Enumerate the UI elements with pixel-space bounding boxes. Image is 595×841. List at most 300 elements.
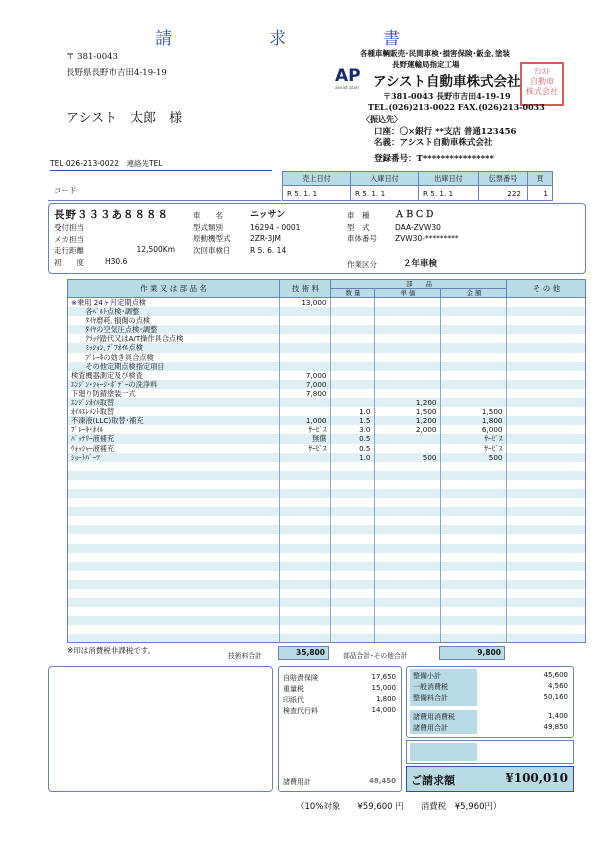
registration-number: 登録番号：T**************** bbox=[374, 154, 494, 164]
chassis-number: ZVW30-********* bbox=[395, 234, 459, 243]
company-stamp: ｱｼｽﾄ 自動車 株式会社 bbox=[520, 62, 564, 106]
item-other bbox=[506, 598, 585, 607]
item-amount bbox=[440, 607, 506, 616]
grand-total-box bbox=[406, 766, 574, 792]
item-tech bbox=[279, 553, 330, 562]
date-table bbox=[282, 171, 553, 201]
item-name bbox=[68, 489, 279, 498]
item-other bbox=[506, 362, 585, 371]
item-amount bbox=[440, 362, 506, 371]
logo-mark: AP bbox=[335, 66, 361, 86]
item-unit: 500 bbox=[374, 453, 440, 462]
first-reg-value: H30.6 bbox=[105, 256, 128, 266]
item-other bbox=[506, 416, 585, 425]
item-unit bbox=[374, 380, 440, 389]
header-out-date: 出庫日付 bbox=[419, 172, 479, 186]
item-tech bbox=[279, 580, 330, 589]
summary-value: 4,560 bbox=[547, 682, 568, 690]
item-name bbox=[68, 516, 279, 525]
item-other bbox=[506, 307, 585, 316]
item-other bbox=[506, 525, 585, 534]
item-other bbox=[506, 407, 585, 416]
item-tech: 7,800 bbox=[279, 389, 330, 398]
item-amount: 500 bbox=[440, 453, 506, 462]
summary-blank bbox=[406, 740, 574, 764]
item-other bbox=[506, 553, 585, 562]
item-amount bbox=[440, 462, 506, 471]
item-qty bbox=[330, 562, 374, 571]
item-unit bbox=[374, 534, 440, 543]
item-amount bbox=[440, 516, 506, 525]
item-amount bbox=[440, 471, 506, 480]
item-unit bbox=[374, 480, 440, 489]
item-qty bbox=[330, 544, 374, 553]
table-row bbox=[68, 398, 585, 407]
item-unit bbox=[374, 325, 440, 334]
mileage-value: 12,500Km bbox=[136, 245, 175, 254]
item-name: ｸﾗｯﾁ踏代又はA/T操作具合点検 bbox=[71, 334, 184, 344]
item-qty bbox=[330, 325, 374, 334]
item-name bbox=[68, 616, 279, 625]
item-name bbox=[68, 462, 279, 471]
item-amount bbox=[440, 334, 506, 343]
item-qty bbox=[330, 489, 374, 498]
car-name: ニッサン bbox=[250, 210, 286, 220]
item-qty: 1.5 bbox=[330, 416, 374, 425]
item-name bbox=[68, 480, 279, 489]
item-qty: 1.0 bbox=[330, 407, 374, 416]
item-unit: 1,200 bbox=[374, 416, 440, 425]
next-inspection: R 5. 6. 14 bbox=[250, 245, 287, 255]
item-name: ｼｮｰﾄﾊﾟｰﾂ bbox=[68, 453, 279, 462]
item-tech bbox=[279, 407, 330, 416]
item-other bbox=[506, 544, 585, 553]
header-page: 頁 bbox=[528, 172, 553, 186]
model-label: 型 式 bbox=[347, 222, 370, 232]
item-qty bbox=[330, 553, 374, 562]
item-amount bbox=[440, 498, 506, 507]
header-qty: 数 量 bbox=[330, 288, 375, 298]
item-name: 検査機器測定及び検査 bbox=[71, 370, 143, 380]
item-qty bbox=[330, 507, 374, 516]
item-tech bbox=[279, 544, 330, 553]
item-other bbox=[506, 480, 585, 489]
header-amount: 金 額 bbox=[440, 288, 507, 298]
fees-box bbox=[278, 666, 402, 792]
bank-name: 名義：アシスト自動車株式会社 bbox=[374, 138, 493, 148]
blank-shade bbox=[410, 743, 477, 761]
item-tech bbox=[279, 316, 330, 325]
item-amount bbox=[440, 489, 506, 498]
item-qty bbox=[330, 343, 374, 352]
header-slip-no: 伝票番号 bbox=[479, 172, 528, 186]
company-telfax: TEL.(026)213-0022 FAX.(026)213-0033 bbox=[368, 102, 545, 112]
table-row bbox=[68, 616, 585, 625]
item-other bbox=[506, 353, 585, 362]
item-name bbox=[68, 534, 279, 543]
item-amount: ｻｰﾋﾞｽ bbox=[440, 444, 506, 453]
vehicle-right-labels bbox=[347, 210, 377, 245]
item-qty bbox=[330, 534, 374, 543]
item-tech bbox=[279, 471, 330, 480]
item-other bbox=[506, 580, 585, 589]
item-name: ﾀｲﾔの空気圧点検･調整 bbox=[68, 325, 279, 334]
type-class-label: 型式類別 bbox=[193, 222, 223, 232]
header-work: 作 業 又 は 部 品 名 bbox=[140, 284, 207, 293]
code-label: コード bbox=[54, 186, 77, 195]
item-tech bbox=[279, 634, 330, 643]
item-other bbox=[506, 444, 585, 453]
item-tech: 7,000 bbox=[279, 380, 330, 389]
summary-label: 整備料合計 bbox=[413, 694, 448, 702]
fee-label: 自賠責保険 bbox=[283, 674, 318, 682]
notes-box bbox=[48, 666, 273, 792]
item-amount bbox=[440, 480, 506, 489]
item-other bbox=[506, 489, 585, 498]
plate-number: 長野３３３あ８８８８ bbox=[54, 209, 169, 221]
item-unit bbox=[374, 571, 440, 580]
item-unit bbox=[374, 634, 440, 643]
bank-label: 〈振込先〉 bbox=[362, 114, 402, 124]
item-name: ﾌﾞﾚｰｷの効き具合点検 bbox=[71, 352, 154, 362]
item-qty bbox=[330, 498, 374, 507]
car-kind: ＡＢＣＤ bbox=[395, 210, 436, 220]
customer-tel: TEL 026-213-0022 連絡先TEL bbox=[50, 159, 163, 168]
item-amount bbox=[440, 398, 506, 407]
table-row bbox=[68, 316, 585, 325]
item-tech bbox=[279, 625, 330, 634]
table-row bbox=[68, 607, 585, 616]
company-name: アシスト自動車株式会社 bbox=[373, 74, 521, 90]
item-name bbox=[68, 634, 279, 643]
table-row bbox=[68, 562, 585, 571]
summary-value: 50,160 bbox=[543, 693, 568, 701]
item-tech bbox=[279, 534, 330, 543]
item-tech bbox=[279, 453, 330, 462]
item-amount bbox=[440, 589, 506, 598]
item-unit bbox=[374, 525, 440, 534]
item-unit bbox=[374, 625, 440, 634]
fee-value: 1,800 bbox=[375, 695, 396, 703]
next-inspection-label: 次回車検日 bbox=[193, 245, 231, 255]
item-amount bbox=[440, 625, 506, 634]
item-qty bbox=[330, 480, 374, 489]
table-row bbox=[68, 625, 585, 634]
item-amount bbox=[440, 325, 506, 334]
first-reg-label: 初 度 bbox=[54, 257, 84, 267]
fee-label: 検査代行料 bbox=[283, 707, 318, 715]
sales-date: R 5. 1. 1 bbox=[283, 186, 351, 201]
code-box bbox=[48, 171, 281, 201]
item-unit bbox=[374, 553, 440, 562]
item-unit: 2,000 bbox=[374, 425, 440, 434]
item-amount bbox=[440, 616, 506, 625]
table-row bbox=[68, 462, 585, 471]
item-other bbox=[506, 498, 585, 507]
item-name: ｴﾝｼﾞﾝ･ｼｬｰｼ･ﾎﾞﾃﾞｰの洗浄料 bbox=[68, 380, 279, 389]
summary-label: 諸費用合計 bbox=[413, 724, 448, 732]
item-tech bbox=[279, 607, 330, 616]
item-unit bbox=[374, 598, 440, 607]
item-other bbox=[506, 389, 585, 398]
table-row bbox=[68, 498, 585, 507]
item-qty bbox=[330, 589, 374, 598]
chassis-label: 車体番号 bbox=[347, 234, 377, 243]
item-amount: 6,000 bbox=[440, 425, 506, 434]
item-other bbox=[506, 334, 585, 343]
engine-type-label: 原動機型式 bbox=[193, 234, 231, 243]
item-tech bbox=[279, 398, 330, 407]
table-row bbox=[68, 416, 585, 425]
item-tech bbox=[279, 516, 330, 525]
item-qty bbox=[330, 398, 374, 407]
item-other bbox=[506, 616, 585, 625]
item-qty bbox=[330, 307, 374, 316]
item-other bbox=[506, 634, 585, 643]
item-qty bbox=[330, 634, 374, 643]
table-row bbox=[68, 507, 585, 516]
item-tech bbox=[279, 589, 330, 598]
company-address: 〒381-0043 長野市吉田4-19-19 bbox=[383, 91, 511, 101]
item-amount bbox=[440, 389, 506, 398]
vehicle-mid-labels bbox=[193, 210, 231, 256]
table-row bbox=[68, 489, 585, 498]
item-amount bbox=[440, 553, 506, 562]
table-row bbox=[68, 553, 585, 562]
table-row bbox=[68, 325, 585, 334]
item-other bbox=[506, 434, 585, 443]
item-unit: 1,200 bbox=[374, 398, 440, 407]
tech-total: 35,800 bbox=[278, 646, 329, 660]
vehicle-mid-values bbox=[250, 210, 300, 256]
item-name bbox=[68, 607, 279, 616]
item-qty: 3.0 bbox=[330, 425, 374, 434]
item-name: ﾌﾞﾚｰｷ･ｵｲﾙ bbox=[71, 425, 104, 435]
table-row bbox=[68, 534, 585, 543]
item-qty bbox=[330, 571, 374, 580]
item-other bbox=[506, 516, 585, 525]
item-tech bbox=[279, 562, 330, 571]
item-qty bbox=[330, 625, 374, 634]
item-name: その他定期点検指定項目 bbox=[68, 362, 279, 371]
item-amount bbox=[440, 598, 506, 607]
summary-value: 45,600 bbox=[543, 671, 568, 679]
tax-breakdown: （10%対象 ¥59,600 円 消費税 ¥5,960円） bbox=[296, 802, 502, 812]
item-tech: 無償 bbox=[279, 434, 330, 443]
fee-value: 15,000 bbox=[371, 684, 396, 692]
item-qty bbox=[330, 334, 374, 343]
grand-total: ¥100,010 bbox=[505, 771, 568, 785]
item-other bbox=[506, 625, 585, 634]
car-name-label: 車 名 bbox=[193, 211, 223, 220]
item-amount bbox=[440, 307, 506, 316]
vehicle-left-labels bbox=[54, 222, 84, 268]
receptionist-label: 受付担当 bbox=[54, 223, 84, 232]
table-row bbox=[68, 307, 585, 316]
item-qty bbox=[330, 607, 374, 616]
item-unit bbox=[374, 516, 440, 525]
item-unit bbox=[374, 353, 440, 362]
item-amount: 1,800 bbox=[440, 416, 506, 425]
item-unit bbox=[374, 334, 440, 343]
item-unit bbox=[374, 389, 440, 398]
work-class: ２年車検 bbox=[403, 259, 438, 269]
table-row bbox=[68, 580, 585, 589]
out-date: R 5. 1. 1 bbox=[419, 186, 479, 201]
table-row bbox=[68, 362, 585, 371]
items-header bbox=[67, 279, 586, 298]
item-other bbox=[506, 343, 585, 352]
item-name bbox=[68, 498, 279, 507]
customer-name: アシスト 太郎 様 bbox=[66, 111, 183, 126]
item-tech bbox=[279, 480, 330, 489]
item-unit bbox=[374, 316, 440, 325]
item-tech bbox=[279, 334, 330, 343]
summary-box bbox=[406, 666, 574, 738]
item-tech bbox=[279, 362, 330, 371]
bank-account: 口座：〇×銀行 **支店 普通123456 bbox=[374, 127, 517, 137]
table-row bbox=[68, 589, 585, 598]
summary-value: 1,400 bbox=[547, 712, 568, 720]
item-unit bbox=[374, 580, 440, 589]
company-logo bbox=[335, 67, 369, 93]
item-unit bbox=[374, 616, 440, 625]
in-date: R 5. 1. 1 bbox=[351, 186, 419, 201]
item-tech: 13,000 bbox=[279, 298, 330, 307]
company-cert: 長野運輸局指定工場 bbox=[392, 60, 460, 69]
table-row bbox=[68, 298, 585, 307]
item-tech bbox=[279, 571, 330, 580]
table-row bbox=[68, 407, 585, 416]
fee-label: 印紙代 bbox=[283, 696, 304, 704]
table-row bbox=[68, 371, 585, 380]
item-unit bbox=[374, 507, 440, 516]
items-body bbox=[67, 298, 586, 643]
item-qty bbox=[330, 371, 374, 380]
item-amount bbox=[440, 343, 506, 352]
fees-total: 48,450 bbox=[368, 777, 396, 785]
item-other bbox=[506, 371, 585, 380]
item-tech bbox=[279, 616, 330, 625]
item-qty bbox=[330, 616, 374, 625]
item-other bbox=[506, 316, 585, 325]
engine-type: 2ZR-3JM bbox=[250, 234, 281, 243]
item-unit: 1,500 bbox=[374, 407, 440, 416]
item-qty bbox=[330, 316, 374, 325]
item-tech bbox=[279, 489, 330, 498]
model: DAA-ZVW30 bbox=[395, 222, 441, 232]
item-name bbox=[68, 507, 279, 516]
summary-label: 整備小計 bbox=[413, 672, 441, 680]
item-other bbox=[506, 398, 585, 407]
vehicle-right-values bbox=[395, 210, 459, 245]
item-unit bbox=[374, 589, 440, 598]
header-other: そ の 他 bbox=[506, 280, 586, 297]
summary-label: 一般消費税 bbox=[413, 683, 448, 691]
item-name: 下廻り防錆塗装一式 bbox=[71, 388, 136, 398]
item-unit bbox=[374, 544, 440, 553]
item-tech bbox=[279, 498, 330, 507]
item-unit bbox=[374, 307, 440, 316]
table-row bbox=[68, 389, 585, 398]
document-title: 請 求 書 bbox=[155, 29, 440, 49]
mileage-label: 走行距離 bbox=[54, 246, 84, 255]
item-tech bbox=[279, 598, 330, 607]
item-amount bbox=[440, 534, 506, 543]
table-row bbox=[68, 380, 585, 389]
item-tech: ｻｰﾋﾞｽ bbox=[279, 444, 330, 453]
customer-address: 長野県長野市吉田4-19-19 bbox=[66, 68, 167, 78]
item-tech bbox=[279, 307, 330, 316]
item-name bbox=[68, 571, 279, 580]
item-tech: 7,000 bbox=[279, 371, 330, 380]
summary-label: 諸費用消費税 bbox=[413, 713, 455, 721]
table-row bbox=[68, 434, 585, 443]
fee-label: 重量税 bbox=[283, 685, 304, 693]
table-row bbox=[68, 334, 585, 343]
item-unit bbox=[374, 434, 440, 443]
item-name: ｵｲﾙｴﾚﾒﾝﾄ取替 bbox=[71, 407, 115, 417]
item-other bbox=[506, 453, 585, 462]
item-name: 各ﾍﾞﾙﾄ点検･調整 bbox=[68, 307, 279, 316]
item-qty bbox=[330, 598, 374, 607]
item-amount bbox=[440, 562, 506, 571]
parts-total-label: 部品合計･その他合計 bbox=[343, 652, 408, 660]
company-business: 各種車輌販売･民間車検･損害保険･鈑金､塗装 bbox=[360, 49, 510, 58]
item-name bbox=[68, 580, 279, 589]
item-name: 不凍液(LLC)取替･補充 bbox=[68, 416, 279, 425]
item-amount bbox=[440, 353, 506, 362]
item-tech bbox=[279, 462, 330, 471]
fees-total-label: 諸費用計 bbox=[283, 778, 311, 786]
item-qty: 0.5 bbox=[330, 444, 374, 453]
grand-total-label: ご請求額 bbox=[411, 774, 455, 787]
item-other bbox=[506, 298, 585, 307]
item-name: ｴﾝｼﾞﾝｵｲﾙ取替 bbox=[68, 398, 279, 407]
fee-value: 17,650 bbox=[371, 673, 396, 681]
table-row bbox=[68, 525, 585, 534]
car-kind-label: 車 種 bbox=[347, 211, 370, 220]
item-amount bbox=[440, 634, 506, 643]
item-amount bbox=[440, 571, 506, 580]
item-name: ｳｫｯｼｬｰ液補充 bbox=[71, 443, 115, 453]
item-qty bbox=[330, 462, 374, 471]
item-other bbox=[506, 471, 585, 480]
table-row bbox=[68, 453, 585, 462]
item-tech bbox=[279, 325, 330, 334]
table-row bbox=[68, 353, 585, 362]
item-name bbox=[68, 525, 279, 534]
mechanic-label: メカ担当 bbox=[54, 234, 84, 244]
item-amount bbox=[440, 298, 506, 307]
item-tech bbox=[279, 343, 330, 352]
item-other bbox=[506, 607, 585, 616]
item-other bbox=[506, 425, 585, 434]
item-unit bbox=[374, 471, 440, 480]
item-name: ﾀｲﾔ磨耗､損傷の点検 bbox=[71, 316, 151, 326]
items-table bbox=[68, 298, 585, 643]
item-qty bbox=[330, 525, 374, 534]
item-unit bbox=[374, 462, 440, 471]
item-amount bbox=[440, 507, 506, 516]
item-unit bbox=[374, 298, 440, 307]
item-amount bbox=[440, 525, 506, 534]
page-number: 1 bbox=[528, 186, 553, 201]
slip-number: 222 bbox=[479, 186, 528, 201]
item-amount bbox=[440, 380, 506, 389]
item-amount: 1,500 bbox=[440, 407, 506, 416]
item-other bbox=[506, 507, 585, 516]
